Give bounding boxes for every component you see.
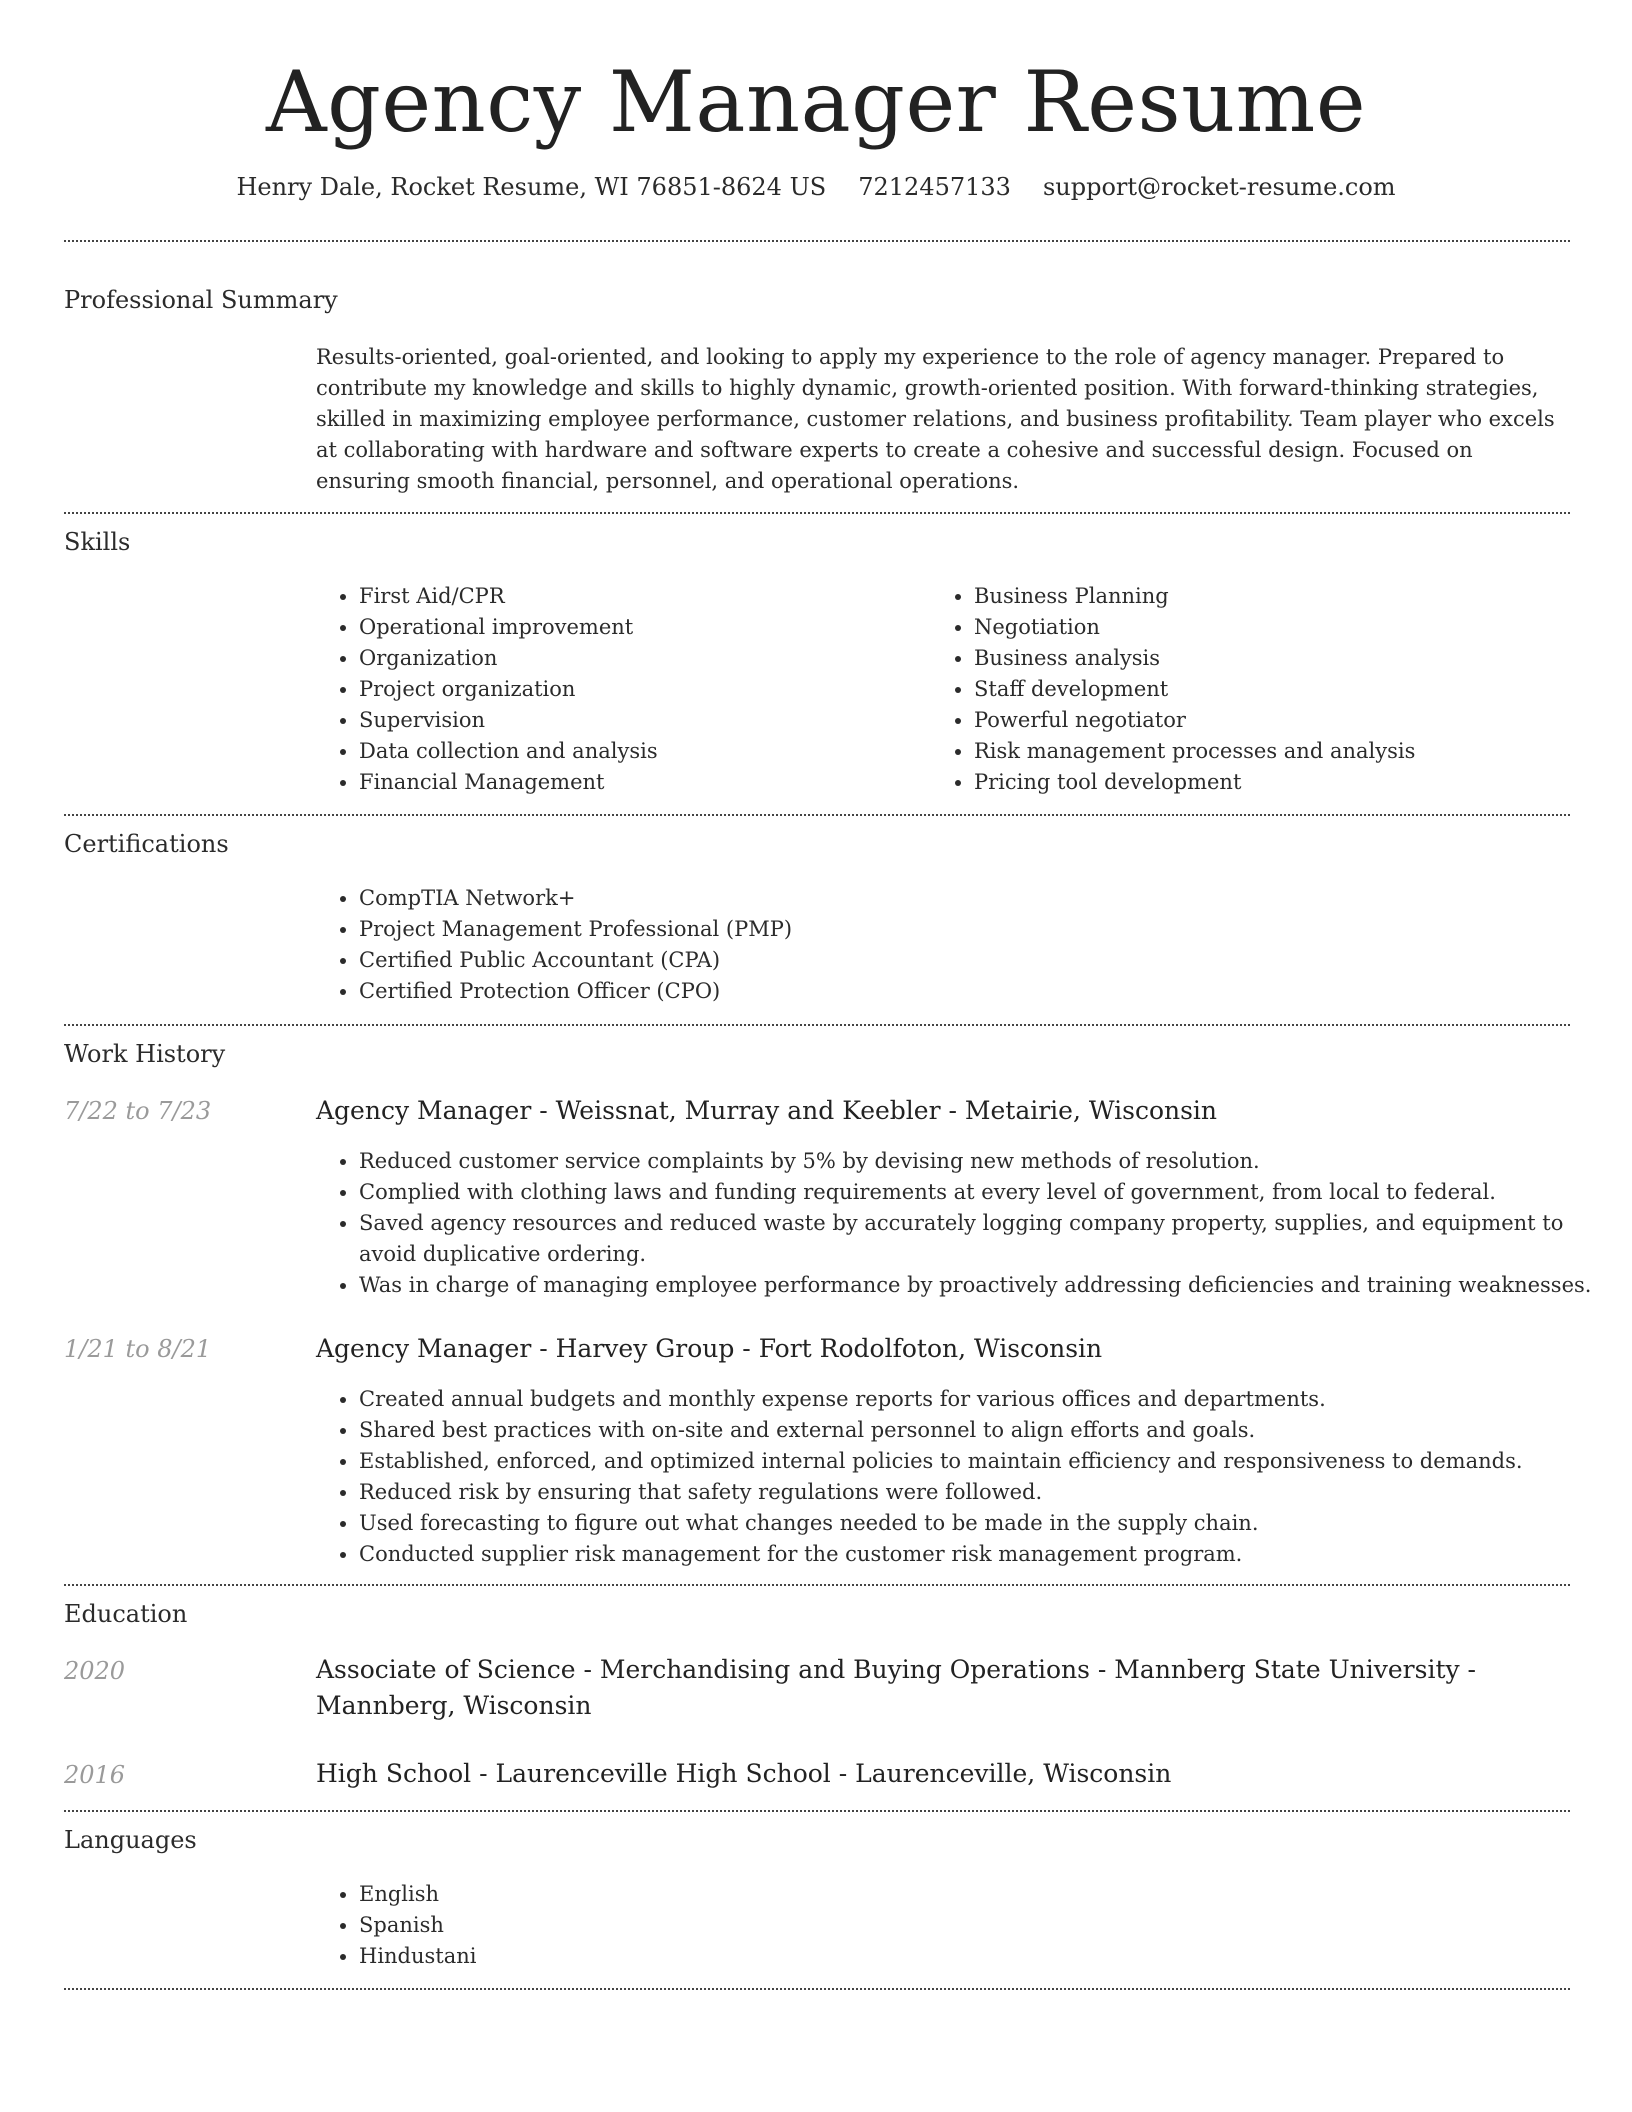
job-title: Agency Manager - Weissnat, Murray and Keebler - Metairie, Wisconsin [316, 1096, 1218, 1125]
certification-item: • Certified Protection Officer (CPO) [359, 976, 1609, 1007]
education-details: - Laurenceville High School - Laurenceville, Wisconsin [471, 1759, 1172, 1788]
skill-item: • Negotiation [974, 612, 1614, 643]
job-bullet: • Was in charge of managing employee performance by proactively addressing deficiencies and training weaknesses. [359, 1270, 1619, 1301]
education-entry [316, 1756, 1572, 1792]
job-bullet: • Established, enforced, and optimized internal policies to maintain efficiency and responsiveness to demands. [359, 1446, 1619, 1477]
section-divider [64, 814, 1570, 816]
skills-list-right [930, 581, 1614, 798]
job-bullet: • Complied with clothing laws and funding requirements at every level of government, from local to federal. [359, 1177, 1619, 1208]
education-year: 2016 [64, 1761, 126, 1789]
summary-text: Results-oriented, goal-oriented, and looking to apply my experience to the role of agency manager. Prepared to contribute my knowledge and skills to highly dynamic, growth-oriented position. With forward-thinking strategies, skilled in maximizing employee performance, customer relations, and business profitability. Team player who excels at collaborating with hardware and software experts to create a cohesive and successful design. Focused on ensuring smooth financial, personnel, and operational operations. [316, 345, 1555, 493]
job-dates: 7/22 to 7/23 [64, 1097, 212, 1125]
section-divider [64, 1988, 1570, 1990]
contact-phone: 7212457133 [858, 173, 1011, 201]
job-bullet: • Used forecasting to figure out what changes needed to be made in the supply chain. [359, 1508, 1619, 1539]
job-title: Agency Manager - Harvey Group - Fort Rodolfoton, Wisconsin [316, 1334, 1103, 1363]
contact-line [0, 170, 1632, 204]
job-bullet: • Saved agency resources and reduced waste by accurately logging company property, supplies, and equipment to avoid duplicative ordering. [359, 1208, 1619, 1270]
skills-heading: Skills [64, 528, 131, 556]
languages-list [315, 1879, 1609, 1972]
job-bullet: • Shared best practices with on-site and external personnel to align efforts and goals. [359, 1415, 1619, 1446]
work-heading: Work History [64, 1040, 226, 1068]
skill-item: • Operational improvement [359, 612, 919, 643]
contact-email: support@rocket-resume.com [1042, 173, 1396, 201]
skill-item: • Data collection and analysis [359, 736, 919, 767]
job-bullet: • Reduced customer service complaints by 5% by devising new methods of resolution. [359, 1146, 1619, 1177]
summary-heading: Professional Summary [64, 286, 338, 314]
certification-item: • Project Management Professional (PMP) [359, 914, 1609, 945]
certifications-heading: Certifications [64, 830, 229, 858]
skill-item: • Pricing tool development [974, 767, 1614, 798]
skill-item: • Supervision [359, 705, 919, 736]
skill-item: • Financial Management [359, 767, 919, 798]
job-dates: 1/21 to 8/21 [64, 1335, 212, 1363]
skill-item: • Business analysis [974, 643, 1614, 674]
languages-heading: Languages [64, 1826, 197, 1854]
education-degree: High School [316, 1759, 472, 1788]
skill-item: • First Aid/CPR [359, 581, 919, 612]
skill-item: • Business Planning [974, 581, 1614, 612]
skill-item: • Powerful negotiator [974, 705, 1614, 736]
skill-item: • Staff development [974, 674, 1614, 705]
section-divider [64, 1584, 1570, 1586]
job-bullets [315, 1146, 1619, 1301]
job-bullet: • Conducted supplier risk management for the customer risk management program. [359, 1539, 1619, 1570]
job-bullet: • Reduced risk by ensuring that safety regulations were followed. [359, 1477, 1619, 1508]
skill-item: • Project organization [359, 674, 919, 705]
language-item: • English [359, 1879, 1609, 1910]
skill-item: • Risk management processes and analysis [974, 736, 1614, 767]
section-divider [64, 1810, 1570, 1812]
contact-address: Henry Dale, Rocket Resume, WI 76851-8624 US [236, 173, 827, 201]
section-divider [64, 1024, 1570, 1026]
section-divider [64, 512, 1570, 514]
skill-item: • Organization [359, 643, 919, 674]
job-bullet: • Created annual budgets and monthly expense reports for various offices and departments. [359, 1384, 1619, 1415]
education-details: - Mannberg State University - Mannberg, Wisconsin [316, 1655, 1477, 1720]
resume-title: Agency Manager Resume [265, 53, 1367, 151]
certification-item: • CompTIA Network+ [359, 883, 1609, 914]
education-degree: Associate of Science - Merchandising and Buying Operations [316, 1655, 1090, 1684]
education-entry [316, 1652, 1572, 1724]
certifications-list [315, 883, 1609, 1007]
education-heading: Education [64, 1600, 188, 1628]
skills-list-left [315, 581, 919, 798]
language-item: • Spanish [359, 1910, 1609, 1941]
language-item: • Hindustani [359, 1941, 1609, 1972]
education-year: 2020 [64, 1657, 126, 1685]
section-divider [64, 240, 1570, 242]
job-bullets [315, 1384, 1619, 1570]
certification-item: • Certified Public Accountant (CPA) [359, 945, 1609, 976]
